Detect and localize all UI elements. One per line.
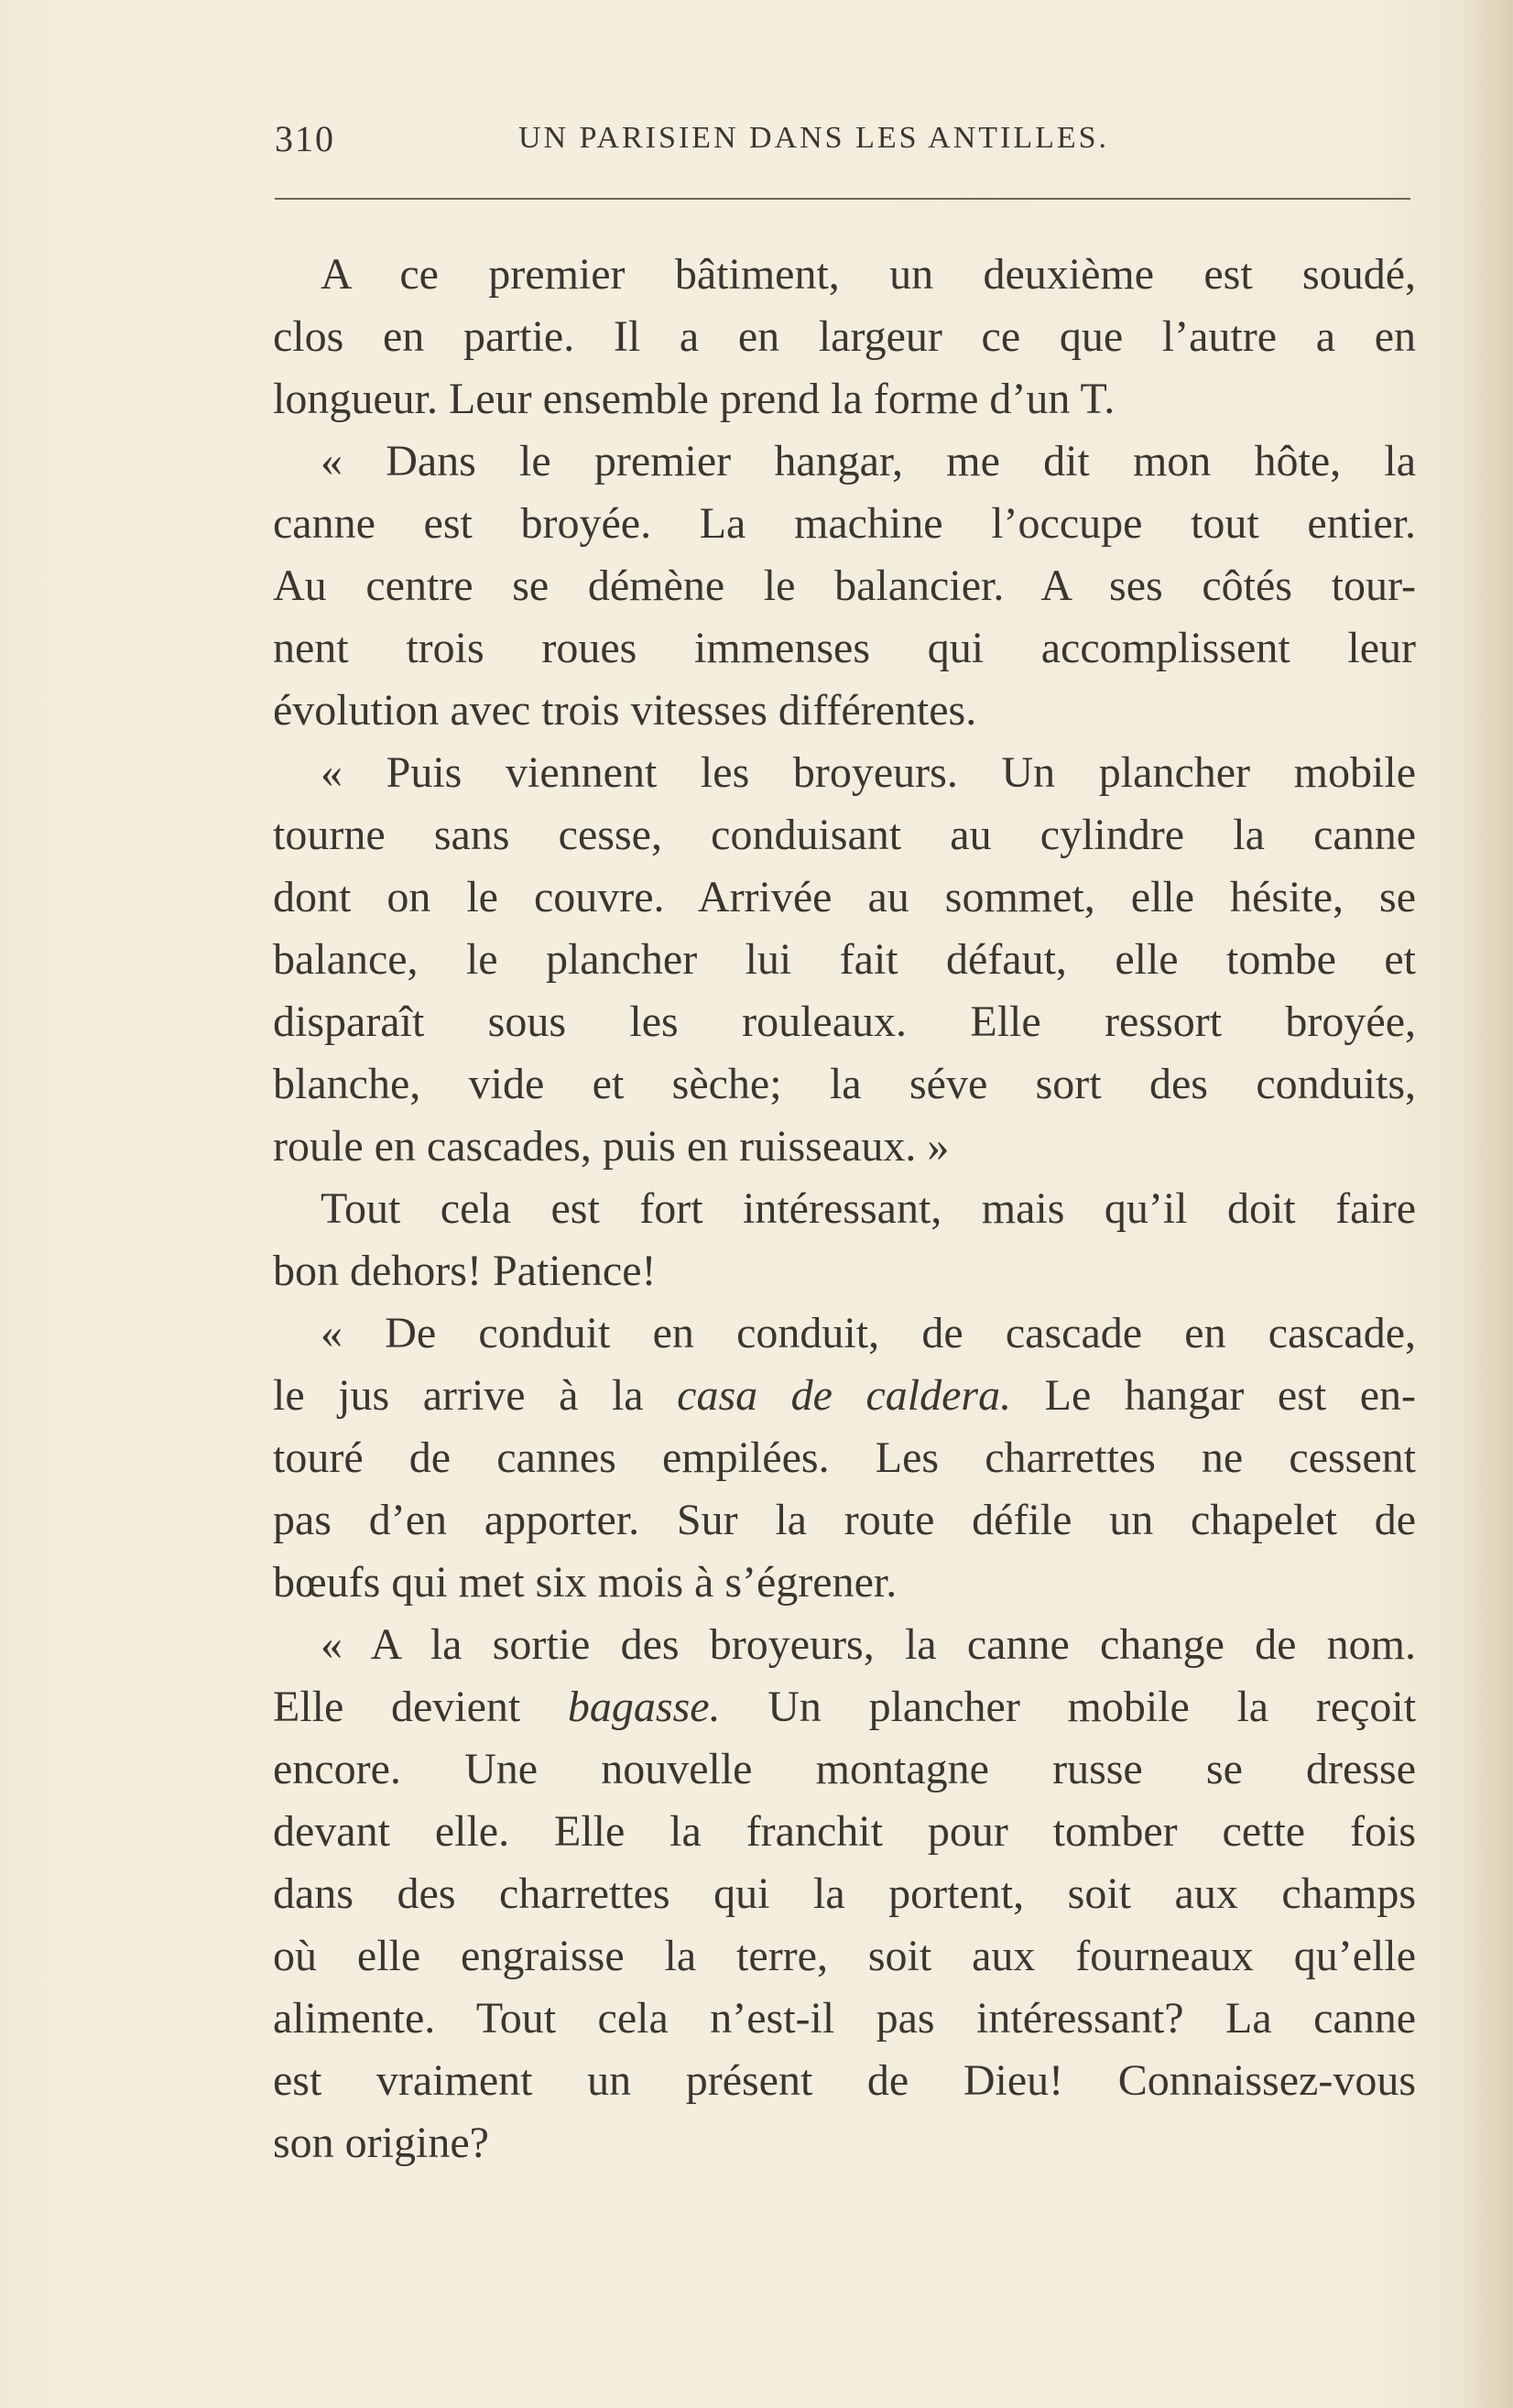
italic-term: casa de caldera. bbox=[677, 1371, 1012, 1420]
text-line: A ce premier bâtiment, un deuxième est soudé, bbox=[321, 250, 1416, 299]
text-line: dans des charrettes qui la portent, soit aux champs bbox=[273, 1869, 1416, 1918]
text-line: bon dehors! Patience! bbox=[273, 1247, 657, 1295]
text-line: nent trois roues immenses qui accomplissent leur bbox=[273, 624, 1416, 672]
text-segment: Le hangar est en- bbox=[1044, 1371, 1417, 1420]
text-line: Au centre se démène le balancier. A ses côtés tour- bbox=[273, 561, 1416, 610]
text-segment: Un plancher mobile la reçoit bbox=[767, 1683, 1417, 1731]
header-rule bbox=[275, 198, 1410, 200]
text-line: longueur. Leur ensemble prend la forme d’un T. bbox=[273, 375, 1116, 423]
text-line: évolution avec trois vitesses différentes. bbox=[273, 686, 977, 735]
text-line: bœufs qui met six mois à s’égrener. bbox=[273, 1558, 898, 1607]
text-line: clos en partie. Il a en largeur ce que l’autre a en bbox=[273, 312, 1416, 361]
text-line: « Dans le premier hangar, me dit mon hôte, la bbox=[321, 437, 1416, 485]
text-line: « De conduit en conduit, de cascade en cascade, bbox=[321, 1309, 1416, 1357]
text-line: balance, le plancher lui fait défaut, elle tombe et bbox=[273, 935, 1416, 984]
text-segment: Elle devient bbox=[273, 1683, 521, 1731]
text-line: encore. Une nouvelle montagne russe se dresse bbox=[273, 1745, 1416, 1793]
text-line: pas d’en apporter. Sur la route défile un chapelet de bbox=[273, 1496, 1416, 1544]
text-line-mixed bbox=[273, 1676, 1416, 1738]
text-line: blanche, vide et sèche; la séve sort des conduits, bbox=[273, 1060, 1416, 1108]
text-segment: le jus arrive à la bbox=[273, 1371, 644, 1420]
text-line-mixed bbox=[273, 1365, 1416, 1427]
text-line: « A la sortie des broyeurs, la canne change de nom. bbox=[321, 1620, 1416, 1669]
book-title: UN PARISIEN DANS LES ANTILLES. bbox=[518, 121, 1110, 155]
page-number: 310 bbox=[275, 118, 335, 159]
text-line: devant elle. Elle la franchit pour tomber cette fois bbox=[273, 1807, 1416, 1856]
running-head bbox=[275, 117, 1410, 172]
text-line: Tout cela est fort intéressant, mais qu’il doit faire bbox=[321, 1184, 1416, 1233]
text-line: dont on le couvre. Arrivée au sommet, elle hésite, se bbox=[273, 873, 1416, 921]
text-line: roule en cascades, puis en ruisseaux. » bbox=[273, 1122, 950, 1171]
text-line: où elle engraisse la terre, soit aux fourneaux qu’elle bbox=[273, 1932, 1416, 1980]
page-edge-shadow bbox=[1458, 0, 1513, 2408]
text-line: « Puis viennent les broyeurs. Un plancher mobile bbox=[321, 748, 1416, 797]
text-line: touré de cannes empilées. Les charrettes ne cessent bbox=[273, 1433, 1416, 1482]
text-line: est vraiment un présent de Dieu! Connaissez-vous bbox=[273, 2056, 1416, 2105]
text-line: son origine? bbox=[273, 2119, 489, 2167]
italic-term: bagasse. bbox=[567, 1683, 721, 1731]
text-line: canne est broyée. La machine l’occupe tout entier. bbox=[273, 499, 1416, 548]
body-text bbox=[273, 244, 1416, 2174]
text-line: tourne sans cesse, conduisant au cylindre la canne bbox=[273, 811, 1416, 859]
text-line: alimente. Tout cela n’est-il pas intéressant? La canne bbox=[273, 1994, 1416, 2043]
text-line: disparaît sous les rouleaux. Elle ressort broyée, bbox=[273, 997, 1416, 1046]
